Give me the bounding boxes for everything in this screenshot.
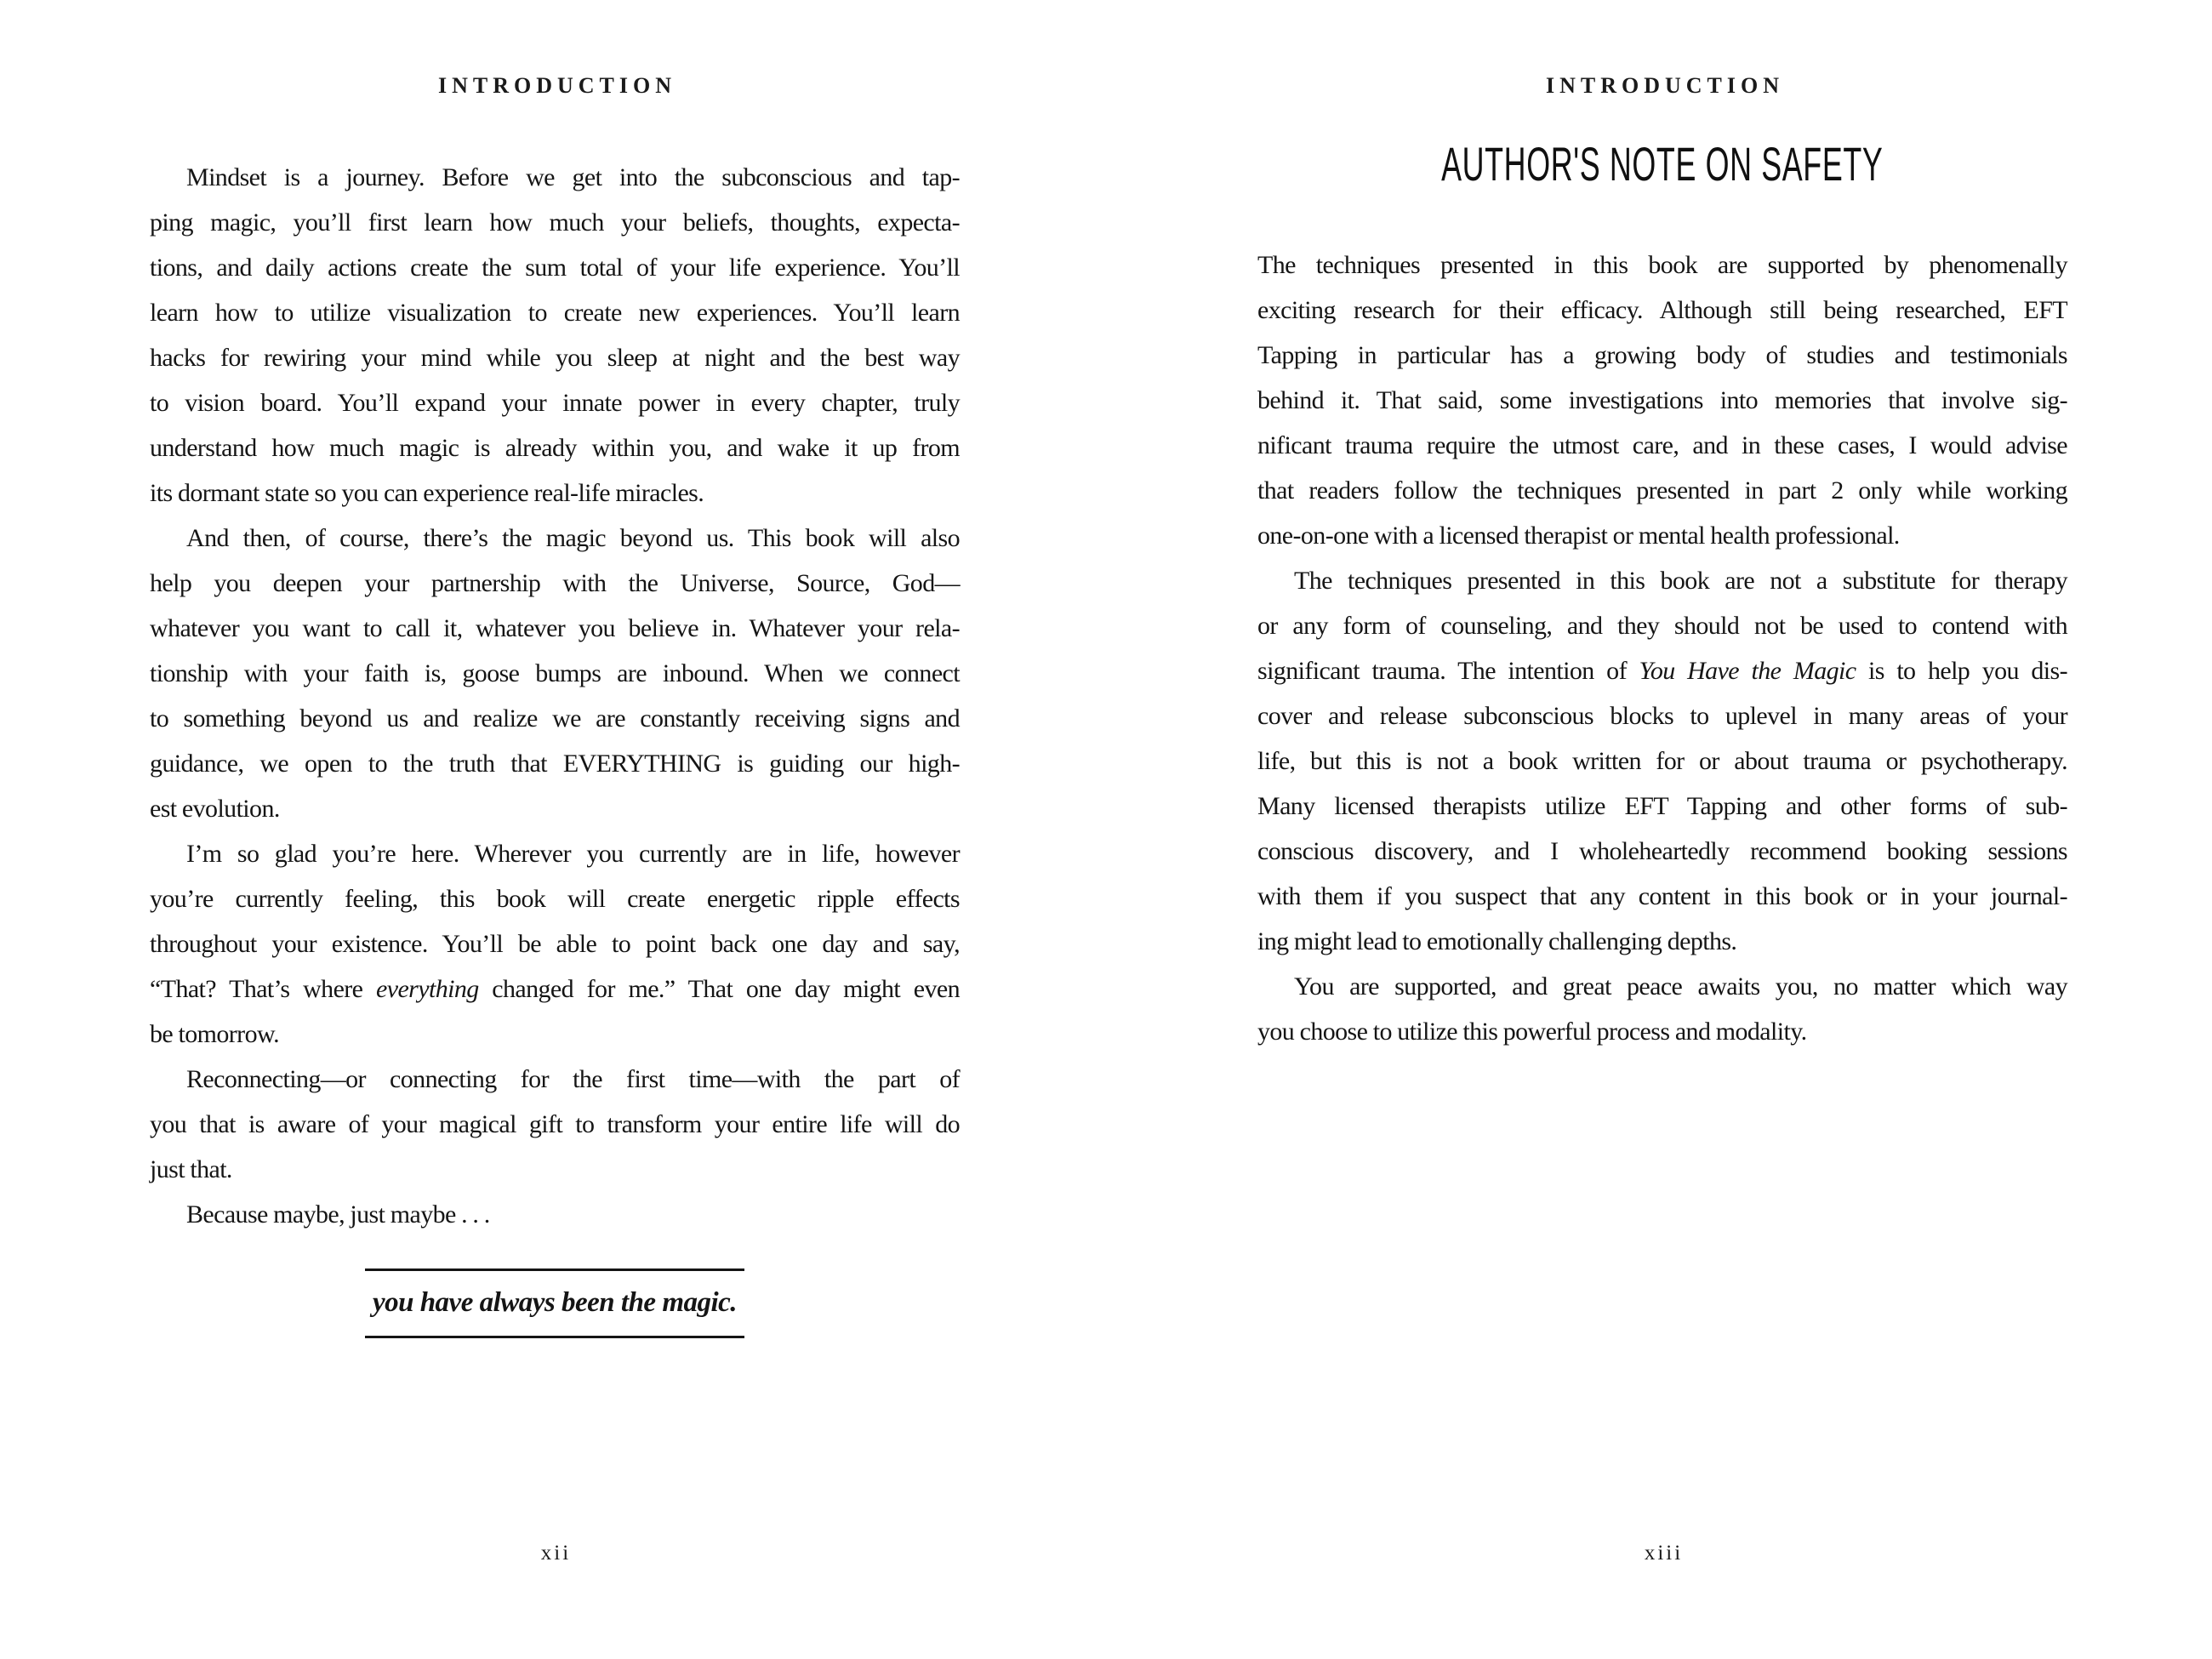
text-line: or any form of counseling, and they should not be used to contend with	[1257, 612, 2067, 640]
chapter-title	[1257, 138, 2067, 191]
left-page-number: xii	[540, 1542, 572, 1565]
text-line: help you deepen your partnership with the Universe, Source, God—	[150, 569, 960, 597]
pull-quote-rules	[365, 1268, 744, 1338]
text-line: Because maybe, just maybe . . .	[186, 1200, 490, 1229]
text-line: The techniques presented in this book are supported by phenomenally	[1257, 251, 2067, 279]
left-body-text	[150, 155, 960, 1237]
text-line: Mindset is a journey. Before we get into the subconscious and tap-	[186, 163, 960, 191]
text-line: conscious discovery, and I wholeheartedly recommend booking sessions	[1257, 837, 2067, 865]
right-running-head: INTRODUCTION	[1545, 73, 1785, 98]
text-line: tions, and daily actions create the sum total of your life experience. You’ll	[150, 254, 960, 282]
chapter-title-text: AUTHOR'S NOTE ON SAFETY	[1441, 137, 1884, 191]
text-line: Reconnecting—or connecting for the first time—with the part of	[186, 1065, 960, 1093]
text-line: est evolution.	[150, 795, 280, 823]
pull-quote	[150, 1268, 960, 1338]
text-line: you’re currently feeling, this book will create energetic ripple effects	[150, 885, 960, 913]
text-line: exciting research for their efficacy. Although still being researched, EFT	[1257, 296, 2067, 324]
text-line: ping magic, you’ll first learn how much your beliefs, thoughts, expecta-	[150, 208, 960, 237]
text-line: life, but this is not a book written for or about trauma or psychotherapy.	[1257, 747, 2067, 775]
text-line: hacks for rewiring your mind while you sleep at night and the best way	[150, 344, 960, 372]
text-line: just that.	[150, 1155, 232, 1183]
text-line: understand how much magic is already within you, and wake it up from	[150, 434, 960, 462]
text-line: significant trauma. The intention of You Have the Magic is to help you dis-	[1257, 657, 2068, 685]
text-line: nificant trauma require the utmost care, and in these cases, I would advise	[1257, 431, 2067, 459]
text-line: whatever you want to call it, whatever you believe in. Whatever your rela-	[150, 614, 960, 642]
text-line: behind it. That said, some investigations into memories that involve sig-	[1257, 386, 2067, 414]
text-line: The techniques presented in this book are not a substitute for therapy	[1294, 567, 2067, 595]
right-body-text	[1257, 242, 2067, 1054]
text-line: its dormant state so you can experience real-life miracles.	[150, 479, 704, 507]
pull-quote-text: you have always been the magic.	[372, 1287, 738, 1318]
text-line: to vision board. You’ll expand your innate power in every chapter, truly	[150, 389, 960, 417]
text-line: cover and release subconscious blocks to uplevel in many areas of your	[1257, 702, 2067, 730]
text-line: Tapping in particular has a growing body of studies and testimonials	[1257, 341, 2067, 369]
text-line: be tomorrow.	[150, 1020, 279, 1048]
text-line: Many licensed therapists utilize EFT Tapping and other forms of sub-	[1257, 792, 2067, 820]
text-line: learn how to utilize visualization to create new experiences. You’ll learn	[150, 299, 960, 327]
text-line: guidance, we open to the truth that EVERYTHING is guiding our high-	[150, 750, 960, 778]
text-line: You are supported, and great peace awaits you, no matter which way	[1294, 972, 2067, 1001]
text-line: “That? That’s where everything changed for me.” That one day might even	[150, 975, 960, 1003]
text-line: you choose to utilize this powerful process and modality.	[1257, 1018, 1807, 1046]
text-line: with them if you suspect that any content in this book or in your journal-	[1257, 882, 2067, 910]
text-line: And then, of course, there’s the magic beyond us. This book will also	[186, 524, 960, 552]
text-line: that readers follow the techniques presented in part 2 only while working	[1257, 476, 2067, 505]
text-line: you that is aware of your magical gift to transform your entire life will do	[150, 1110, 960, 1138]
text-line: tionship with your faith is, goose bumps are inbound. When we connect	[150, 659, 960, 687]
text-line: to something beyond us and realize we are constantly receiving signs and	[150, 704, 960, 733]
text-line: throughout your existence. You’ll be able to point back one day and say,	[150, 930, 960, 958]
text-line: ing might lead to emotionally challenging depths.	[1257, 927, 1737, 955]
text-line: one-on-one with a licensed therapist or mental health professional.	[1257, 522, 1900, 550]
right-page-number: xiii	[1644, 1542, 1684, 1565]
left-running-head: INTRODUCTION	[437, 73, 677, 98]
text-line: I’m so glad you’re here. Wherever you currently are in life, however	[186, 840, 960, 868]
